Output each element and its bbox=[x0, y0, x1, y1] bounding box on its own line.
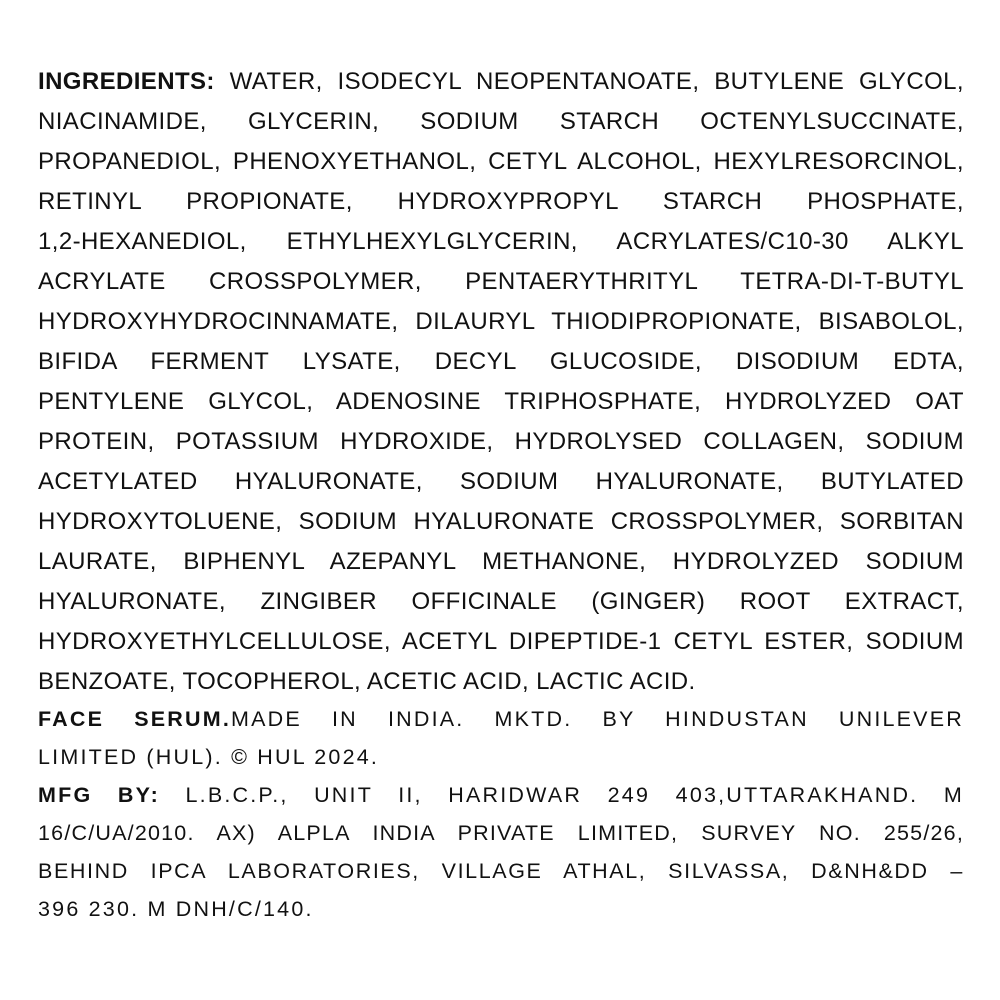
ingredients-line: PROPANEDIOL, PHENOXYETHANOL, CETYL ALCOHOL, HEXYLRESORCINOL, bbox=[38, 148, 964, 175]
mfg-line: 16/C/UA/2010. AX) ALPLA INDIA PRIVATE LIMITED, SURVEY NO. 255/26, bbox=[38, 821, 964, 845]
face-serum-line: LIMITED (HUL). © HUL 2024. bbox=[38, 745, 380, 769]
ingredients-line: ACRYLATE CROSSPOLYMER, PENTAERYTHRITYL TETRA-DI-T-BUTYL bbox=[38, 268, 964, 295]
ingredients-line-text: WATER, ISODECYL NEOPENTANOATE, BUTYLENE GLYCOL, bbox=[229, 68, 965, 95]
ingredients-section bbox=[38, 62, 964, 702]
ingredients-heading: INGREDIENTS: bbox=[38, 68, 215, 95]
ingredients-line: NIACINAMIDE, GLYCERIN, SODIUM STARCH OCTENYLSUCCINATE, bbox=[38, 108, 964, 135]
mfg-heading: MFG BY: bbox=[38, 783, 160, 807]
ingredients-line: 1,2-HEXANEDIOL, ETHYLHEXYLGLYCERIN, ACRYLATES/C10-30 ALKYL bbox=[38, 228, 964, 255]
ingredients-line: PENTYLENE GLYCOL, ADENOSINE TRIPHOSPHATE, HYDROLYZED OAT bbox=[38, 388, 964, 415]
face-serum-heading: FACE SERUM. bbox=[38, 707, 232, 731]
ingredients-line: HYDROXYHYDROCINNAMATE, DILAURYL THIODIPROPIONATE, BISABOLOL, bbox=[38, 308, 964, 335]
ingredients-line: RETINYL PROPIONATE, HYDROXYPROPYL STARCH PHOSPHATE, bbox=[38, 188, 964, 215]
ingredients-line: PROTEIN, POTASSIUM HYDROXIDE, HYDROLYSED COLLAGEN, SODIUM bbox=[38, 428, 964, 455]
face-serum-text: MADE IN INDIA. MKTD. BY HINDUSTAN UNILEVER bbox=[231, 707, 964, 731]
ingredient-label bbox=[38, 62, 964, 928]
mfg-line: BEHIND IPCA LABORATORIES, VILLAGE ATHAL, SILVASSA, D&NH&DD – bbox=[38, 859, 964, 883]
ingredients-line: HYDROXYTOLUENE, SODIUM HYALURONATE CROSSPOLYMER, SORBITAN bbox=[38, 508, 964, 535]
face-serum-line bbox=[38, 700, 964, 738]
ingredients-line: ACETYLATED HYALURONATE, SODIUM HYALURONATE, BUTYLATED bbox=[38, 468, 964, 495]
ingredients-line: HYDROXYETHYLCELLULOSE, ACETYL DIPEPTIDE-1 CETYL ESTER, SODIUM bbox=[38, 628, 964, 655]
mfg-text: L.B.C.P., UNIT II, HARIDWAR 249 403,UTTARAKHAND. M bbox=[185, 783, 964, 807]
mfg-line: 396 230. M DNH/C/140. bbox=[38, 897, 314, 921]
mfg-line bbox=[38, 776, 964, 814]
ingredients-line: BIFIDA FERMENT LYSATE, DECYL GLUCOSIDE, DISODIUM EDTA, bbox=[38, 348, 964, 375]
ingredients-line bbox=[38, 62, 964, 102]
ingredients-line: BENZOATE, TOCOPHEROL, ACETIC ACID, LACTIC ACID. bbox=[38, 668, 696, 695]
face-serum-section bbox=[38, 700, 964, 776]
ingredients-line: HYALURONATE, ZINGIBER OFFICINALE (GINGER) ROOT EXTRACT, bbox=[38, 588, 964, 615]
mfg-section bbox=[38, 776, 964, 928]
ingredients-line: LAURATE, BIPHENYL AZEPANYL METHANONE, HYDROLYZED SODIUM bbox=[38, 548, 964, 575]
